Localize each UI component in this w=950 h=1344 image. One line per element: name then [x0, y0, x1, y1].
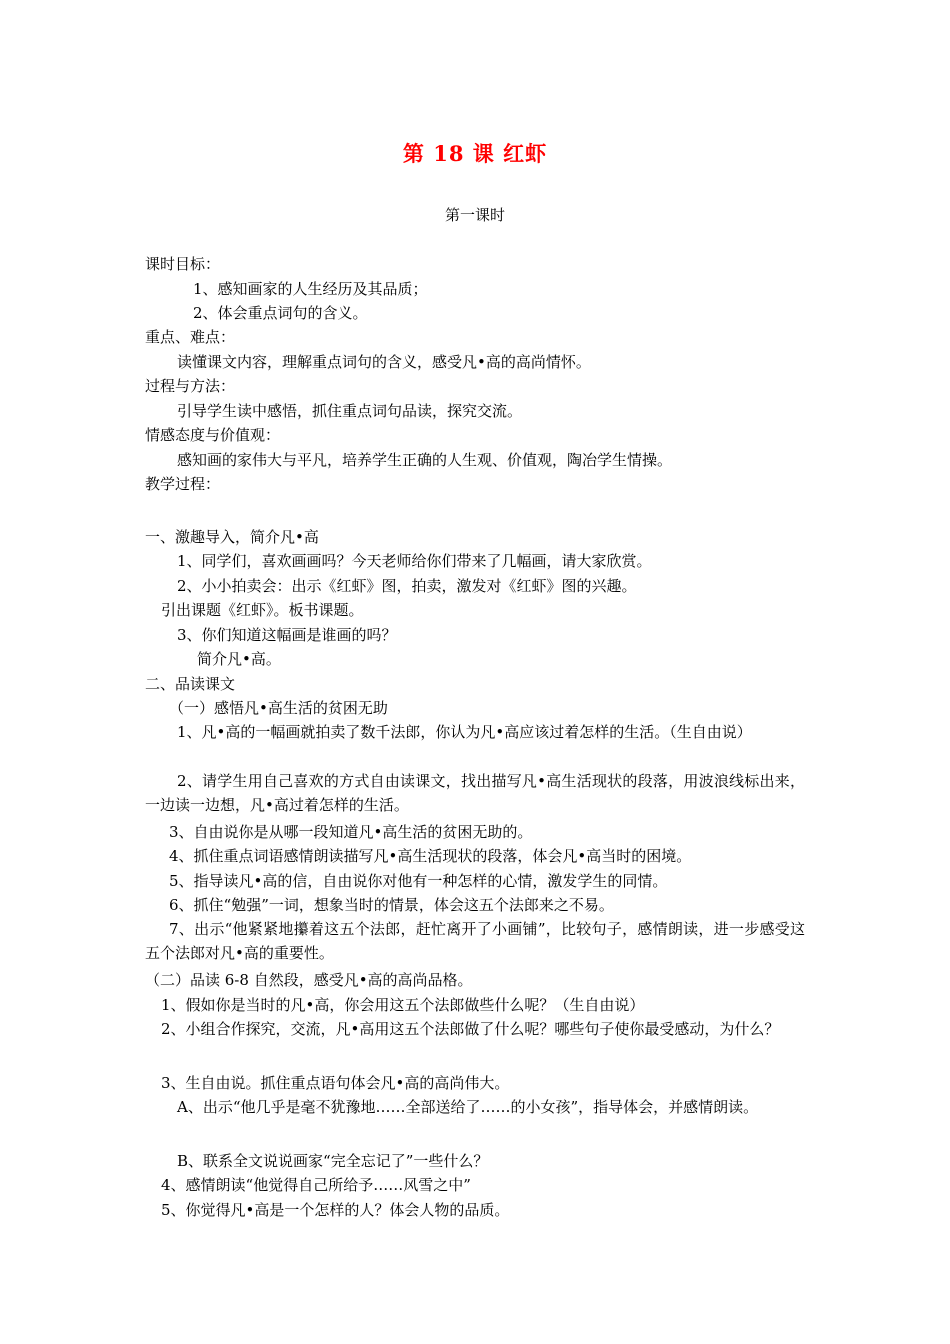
- list-item: 4、感情朗读“他觉得自己所给予……风雪之中”: [161, 1176, 471, 1194]
- lesson-title: 第 18 课 红虾: [402, 141, 548, 166]
- heading-key-points: 重点、难点：: [145, 328, 236, 346]
- list-item: 2、小小拍卖会：出示《红虾》图，拍卖，激发对《红虾》图的兴趣。: [177, 577, 637, 595]
- list-item: 1、假如你是当时的凡•高，你会用这五个法郎做些什么呢？（生自由说）: [161, 996, 645, 1014]
- paragraph: A、出示“他几乎是毫不犹豫地……全部送给了……的小女孩”，指导体会，并感情朗读。: [177, 1098, 759, 1116]
- objective-item: 1、感知画家的人生经历及其品质；: [193, 280, 428, 298]
- list-item: 4、抓住重点词语感情朗读描写凡•高生活现状的段落，体会凡•高当时的困境。: [169, 847, 692, 865]
- heading-teaching-process: 教学过程：: [145, 475, 221, 493]
- list-item: 简介凡•高。: [197, 650, 281, 668]
- paragraph: 2、请学生用自己喜欢的方式自由读课文，找出描写凡•高生活现状的段落，用波浪线标出来，一边读一边想，凡•高过着怎样的生活。: [145, 772, 805, 814]
- list-item: 6、抓住“勉强”一词，想象当时的情景，体会这五个法郎来之不易。: [169, 896, 614, 914]
- heading-objectives: 课时目标：: [145, 255, 221, 273]
- paragraph: 读懂课文内容，理解重点词句的含义，感受凡•高的高尚情怀。: [177, 353, 591, 371]
- list-item: 3、生自由说。抓住重点语句体会凡•高的高尚伟大。: [161, 1074, 510, 1092]
- section-heading: 二、品读课文: [145, 675, 236, 693]
- list-item: 3、你们知道这幅画是谁画的吗？: [177, 626, 397, 644]
- paragraph: 引导学生读中感悟，抓住重点词句品读，探究交流。: [177, 402, 523, 420]
- section-heading: 一、激趣导入，简介凡•高: [145, 528, 319, 546]
- paragraph: 感知画的家伟大与平凡，培养学生正确的人生观、价值观，陶冶学生情操。: [177, 451, 673, 469]
- subsection-heading: （一）感悟凡•高生活的贫困无助: [169, 699, 388, 717]
- list-item: 1、同学们，喜欢画画吗？今天老师给你们带来了几幅画，请大家欣赏。: [177, 552, 652, 570]
- heading-attitude-values: 情感态度与价值观：: [145, 426, 281, 444]
- paragraph: 7、出示“他紧紧地攥着这五个法郎，赶忙离开了小画铺”，比较句子，感情朗读，进一步感受这五个法郎对凡•高的重要性。: [145, 920, 805, 962]
- list-item: 引出课题《红虾》。板书课题。: [161, 601, 364, 619]
- list-item: B、联系全文说说画家“完全忘记了”一些什么？: [177, 1152, 489, 1170]
- list-item: 5、指导读凡•高的信，自由说你对他有一种怎样的心情，激发学生的同情。: [169, 872, 668, 890]
- paragraph: 2、小组合作探究，交流，凡•高用这五个法郎做了什么呢？哪些句子使你最受感动，为什么？: [161, 1020, 780, 1038]
- list-item: 5、你觉得凡•高是一个怎样的人？体会人物的品质。: [161, 1201, 510, 1219]
- subsection-heading: （二）品读 6-8 自然段，感受凡•高的高尚品格。: [145, 971, 473, 989]
- paragraph: 1、凡•高的一幅画就拍卖了数千法郎，你认为凡•高应该过着怎样的生活。（生自由说）: [177, 723, 752, 741]
- objective-item: 2、体会重点词句的含义。: [193, 304, 368, 322]
- lesson-subtitle: 第一课时: [444, 206, 505, 224]
- list-item: 3、自由说你是从哪一段知道凡•高生活的贫困无助的。: [169, 823, 533, 841]
- heading-process-method: 过程与方法：: [145, 377, 236, 395]
